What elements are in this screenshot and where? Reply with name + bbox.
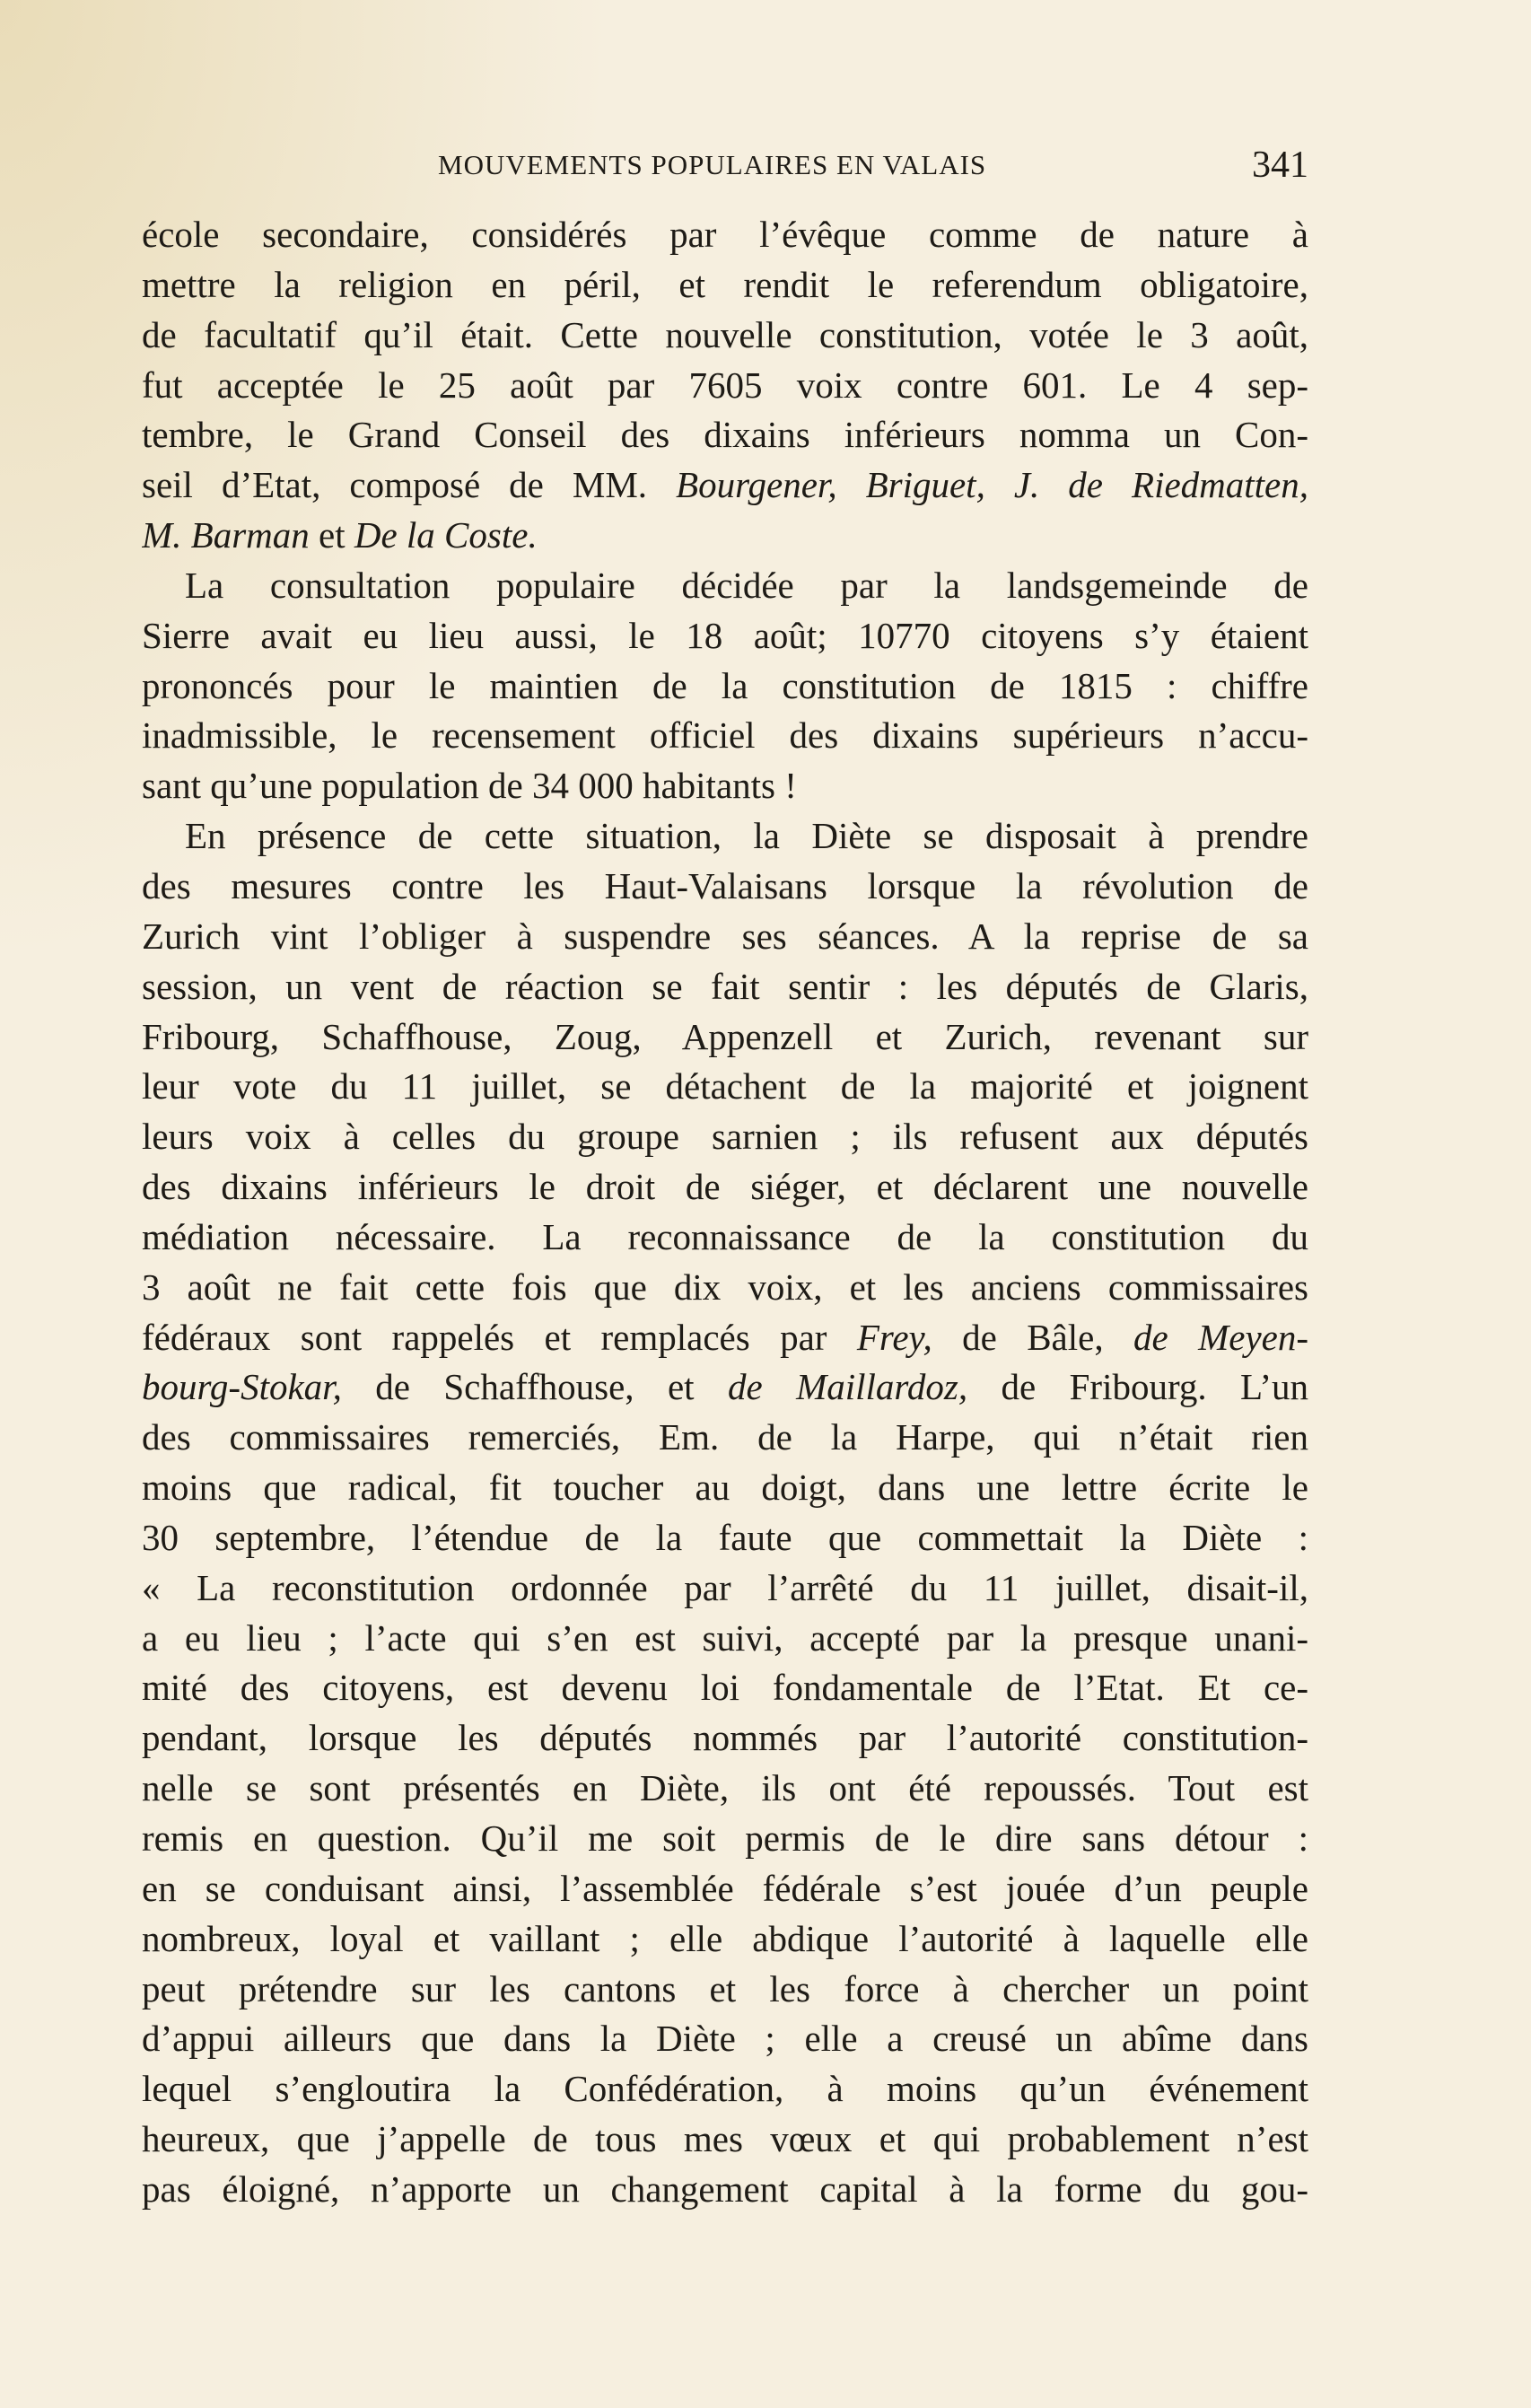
- text-line: session, un vent de réaction se fait sentir : les députés de Glaris,: [142, 965, 1308, 1007]
- text-segment: fédéraux sont rappelés et remplacés par: [142, 1316, 857, 1358]
- italic-name: Bourgener, Briguet, J. de Riedmatten,: [676, 464, 1308, 506]
- text-segment: de Bâle,: [932, 1316, 1133, 1358]
- text-segment: de Fribourg. L’un: [967, 1366, 1308, 1408]
- text-line: La consultation populaire décidée par la landsgemeinde de: [185, 564, 1308, 606]
- italic-name: de Meyen-: [1133, 1316, 1308, 1358]
- text-line: des mesures contre les Haut-Valaisans lorsque la révolution de: [142, 864, 1308, 906]
- text-line: Zurich vint l’obliger à suspendre ses séances. A la reprise de sa: [142, 915, 1308, 957]
- running-head: [142, 144, 1308, 187]
- text-line: lequel s’engloutira la Confédération, à moins qu’un événement: [142, 2068, 1308, 2110]
- text-segment: et: [309, 514, 354, 556]
- page-number: 341: [1252, 144, 1308, 186]
- text-segment: seil d’Etat, composé de MM.: [142, 464, 677, 506]
- text-line: [142, 511, 1308, 561]
- text-line: prononcés pour le maintien de la constitution de 1815 : chiffre: [142, 664, 1308, 706]
- text-line: de facultatif qu’il était. Cette nouvelle constitution, votée le 3 août,: [142, 313, 1308, 355]
- text-line: des commissaires remerciés, Em. de la Harpe, qui n’était rien: [142, 1416, 1308, 1458]
- text-line: a eu lieu ; l’acte qui s’en est suivi, accepté par la presque unani-: [142, 1616, 1308, 1659]
- text-segment: de Schaffhouse, et: [341, 1366, 728, 1408]
- text-line: [142, 1362, 1308, 1413]
- text-line: [142, 1313, 1308, 1363]
- italic-name: de Maillardoz,: [727, 1366, 968, 1408]
- text-line: 30 septembre, l’étendue de la faute que commettait la Diète :: [142, 1516, 1308, 1558]
- text-line: Sierre avait eu lieu aussi, le 18 août; 10770 citoyens s’y étaient: [142, 614, 1308, 656]
- text-line: école secondaire, considérés par l’évêque comme de nature à: [142, 214, 1308, 255]
- text-line: pendant, lorsque les députés nommés par l’autorité constitution-: [142, 1717, 1308, 1759]
- italic-name: M. Barman: [142, 514, 310, 556]
- text-line: mettre la religion en péril, et rendit le referendum obligatoire,: [142, 263, 1308, 305]
- text-line: fut acceptée le 25 août par 7605 voix contre 601. Le 4 sep-: [142, 363, 1308, 406]
- text-line: peut prétendre sur les cantons et les force à chercher un point: [142, 1967, 1308, 2010]
- italic-name: De la Coste.: [354, 514, 538, 556]
- text-line: remis en question. Qu’il me soit permis de le dire sans détour :: [142, 1817, 1308, 1859]
- text-line: des dixains inférieurs le droit de siéger, et déclarent une nouvelle: [142, 1166, 1308, 1208]
- text-line: leur vote du 11 juillet, se détachent de la majorité et joignent: [142, 1065, 1308, 1108]
- text-line: tembre, le Grand Conseil des dixains inférieurs nomma un Con-: [142, 414, 1308, 456]
- text-line: moins que radical, fit toucher au doigt, dans une lettre écrite le: [142, 1467, 1308, 1509]
- text-line: pas éloigné, n’apporte un changement capital à la forme du gou-: [142, 2167, 1308, 2210]
- italic-name: bourg-Stokar,: [142, 1366, 342, 1408]
- text-line: heureux, que j’appelle de tous mes vœux et qui probablement n’est: [142, 2118, 1308, 2160]
- text-line: nombreux, loyal et vaillant ; elle abdique l’autorité à laquelle elle: [142, 1917, 1308, 1959]
- text-line: d’appui ailleurs que dans la Diète ; elle a creusé un abîme dans: [142, 2018, 1308, 2060]
- running-title: MOUVEMENTS POPULAIRES EN VALAIS: [438, 149, 987, 180]
- text-line: nelle se sont présentés en Diète, ils ont été repoussés. Tout est: [142, 1767, 1308, 1809]
- italic-name: Frey,: [856, 1316, 932, 1358]
- text-line: 3 août ne fait cette fois que dix voix, et les anciens commissaires: [142, 1265, 1308, 1308]
- text-line: « La reconstitution ordonnée par l’arrêté du 11 juillet, disait-il,: [142, 1566, 1308, 1608]
- text-line: [142, 460, 1308, 511]
- text-line: en se conduisant ainsi, l’assemblée fédérale s’est jouée d’un peuple: [142, 1867, 1308, 1909]
- text-line: mité des citoyens, est devenu loi fondamentale de l’Etat. Et ce-: [142, 1667, 1308, 1709]
- text-line: inadmissible, le recensement officiel des dixains supérieurs n’accu-: [142, 714, 1308, 757]
- text-line: médiation nécessaire. La reconnaissance de la constitution du: [142, 1215, 1308, 1257]
- body-text: [142, 210, 1308, 2215]
- text-line: leurs voix à celles du groupe sarnien ; ils refusent aux députés: [142, 1116, 1308, 1158]
- text-line: sant qu’une population de 34 000 habitants !: [142, 765, 797, 807]
- text-line: Fribourg, Schaffhouse, Zoug, Appenzell et Zurich, revenant sur: [142, 1015, 1308, 1057]
- text-line: En présence de cette situation, la Diète se disposait à prendre: [185, 815, 1308, 857]
